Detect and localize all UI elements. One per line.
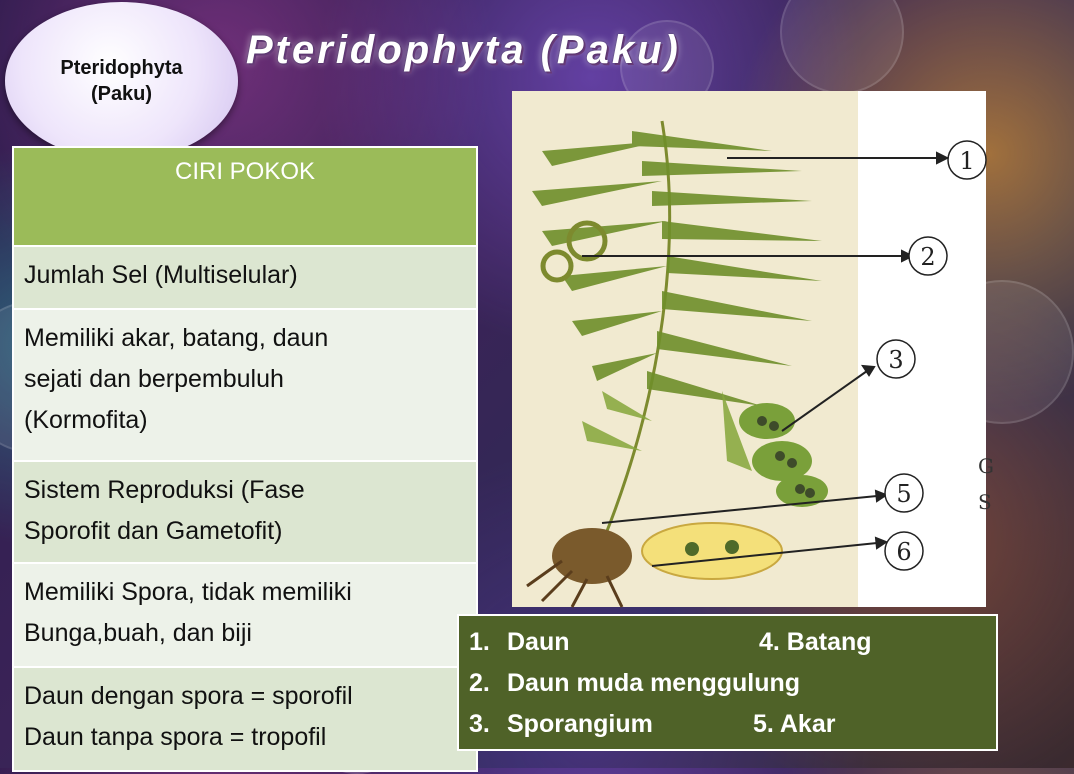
topic-badge-text [37,55,207,107]
bokeh-circle [780,0,904,94]
row-text: Sporofit dan Gametofit) [24,517,283,545]
table-row [13,309,477,461]
figure-label-2: 2 [920,243,936,271]
legend-item-batang: 4. Batang [759,628,872,656]
table-header: CIRI POKOK [13,147,477,246]
figure-label-3: 3 [888,346,904,374]
figure-label-6: 6 [896,538,912,566]
row-text: Daun dengan spora = sporofil [24,682,353,710]
row-text: sejati dan berpembuluh [24,365,284,393]
topic-badge [5,2,238,160]
legend-item-sporangium: Sporangium [507,710,653,738]
slide-title: Pteridophyta (Paku) [246,28,681,72]
edge-text-g: G [978,454,994,478]
legend-num-1: 1. [469,628,490,656]
row-text: Memiliki Spora, tidak memiliki [24,578,352,606]
row-text: (Kormofita) [24,406,148,434]
figure-legend [457,614,998,751]
fern-drawing [512,91,994,607]
row-text: Jumlah Sel (Multiselular) [24,261,298,289]
row-text: Daun tanpa spora = tropofil [24,723,327,751]
legend-num-3: 3. [469,710,490,738]
row-text: Sistem Reproduksi (Fase [24,476,305,504]
legend-num-2: 2. [469,669,490,697]
table-row [13,563,477,667]
table-row [13,667,477,771]
badge-line-2: (Paku) [90,83,153,105]
legend-item-daun-muda: Daun muda menggulung [507,669,801,697]
characteristics-table [12,146,478,772]
row-text: Memiliki akar, batang, daun [24,324,329,352]
table-row [13,246,477,309]
figure-label-5: 5 [896,480,912,508]
edge-text-s: S [978,490,992,514]
table-row [13,461,477,563]
row-text: Bunga,buah, dan biji [24,619,252,647]
figure-label-1: 1 [959,147,975,175]
fern-illustration [512,91,994,607]
legend-item-akar: 5. Akar [753,710,836,738]
badge-line-1: Pteridophyta [60,57,183,79]
legend-item-daun: Daun [507,628,570,656]
